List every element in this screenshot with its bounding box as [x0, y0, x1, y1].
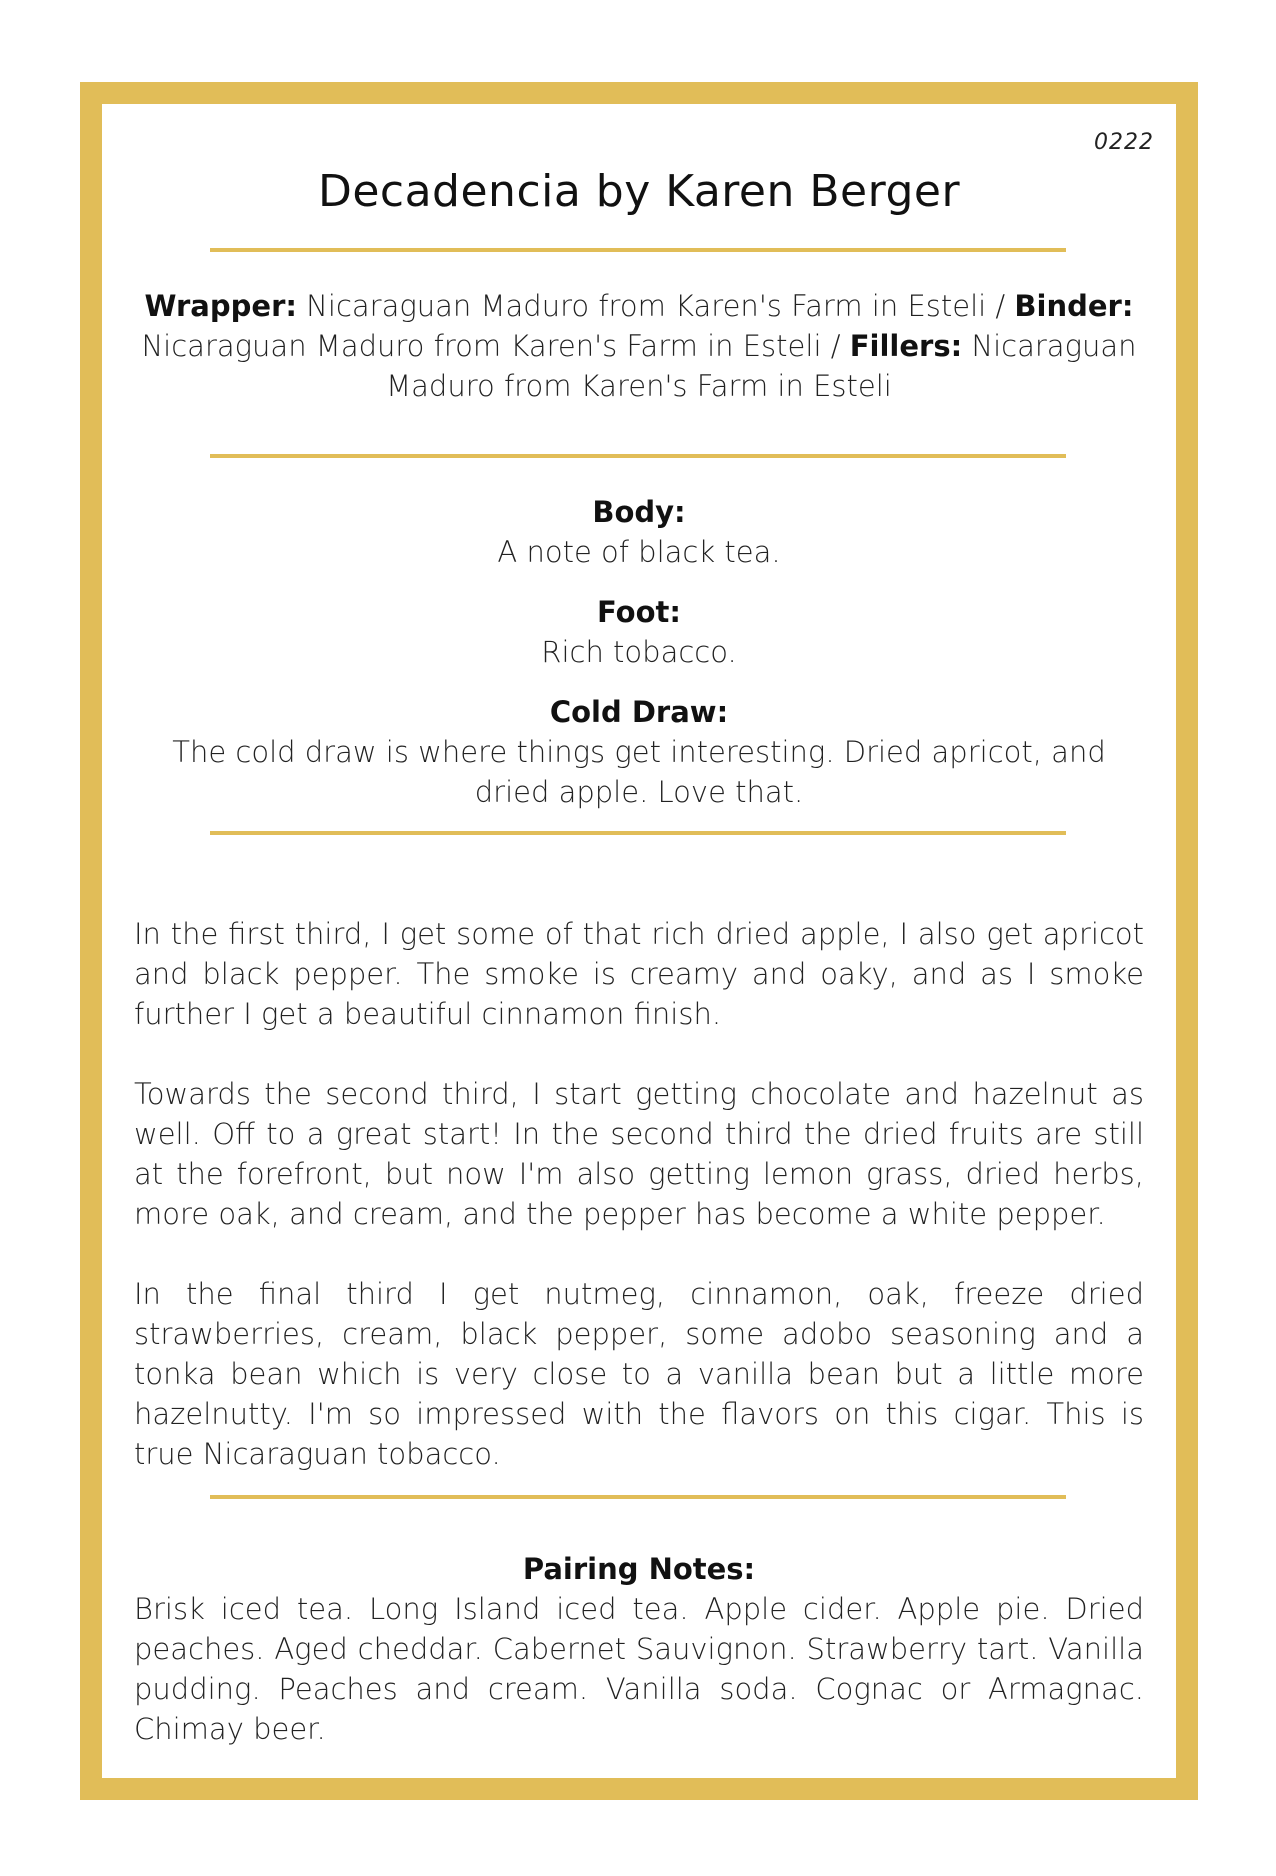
card-code: 0222: [1094, 130, 1154, 155]
pairing-section: [134, 1549, 1144, 1749]
divider-rule: [210, 1495, 1066, 1499]
cigar-card: [80, 82, 1198, 1800]
pairing-label: Pairing Notes:: [522, 1552, 756, 1586]
wrapper-label: Wrapper:: [144, 289, 297, 323]
tobacco-specs: [136, 286, 1142, 406]
wrapper-value: Nicaraguan Maduro from Karen's Farm in Esteli /: [296, 289, 1015, 323]
binder-value: Nicaraguan Maduro from Karen's Farm in Esteli /: [141, 329, 850, 363]
foot-label: Foot:: [597, 595, 681, 629]
second-third-paragraph: Towards the second third, I start getting chocolate and hazelnut as well. Off to a great start! In the second third the dried fruits are still at the forefront, but now I'm also getting lemon grass, dried herbs, more oak, and cream, and the pepper has become a white pepper.: [134, 1077, 1144, 1231]
cold-draw-label: Cold Draw:: [549, 695, 729, 729]
card-title: Decadencia by Karen Berger: [317, 166, 961, 217]
body-label: Body:: [592, 495, 686, 529]
cold-draw-text: The cold draw is where things get interesting. Dried apricot, and dried apple. Love that.: [172, 735, 1106, 809]
divider-rule: [210, 831, 1066, 835]
final-third-paragraph: In the final third I get nutmeg, cinnamon, oak, freeze dried strawberries, cream, black pepper, some adobo seasoning and a tonka bean which is very close to a vanilla bean but a little more hazelnutty. I'm so impressed with the flavors on this cigar. This is true Nicaraguan tobacco.: [134, 1277, 1144, 1471]
divider-rule: [210, 454, 1066, 458]
body-text: A note of black tea.: [497, 535, 781, 569]
fillers-value: Nicaraguan Maduro from Karen's Farm in Esteli: [386, 329, 1137, 403]
binder-label: Binder:: [1014, 289, 1134, 323]
fillers-label: Fillers:: [849, 329, 963, 363]
pairing-text: Brisk iced tea. Long Island iced tea. Apple cider. Apple pie. Dried peaches. Aged cheddar. Cabernet Sauvignon. Strawberry tart. Vanilla pudding. Peaches and cream. Vanilla soda. Cognac or Armagnac. Chimay beer.: [134, 1592, 1144, 1746]
divider-rule: [210, 248, 1066, 252]
first-third-paragraph: In the first third, I get some of that rich dried apple, I also get apricot and black pepper. The smoke is creamy and oaky, and as I smoke further I get a beautiful cinnamon finish.: [134, 917, 1144, 1031]
foot-text: Rich tobacco.: [541, 635, 737, 669]
tasting-notes: [134, 914, 1144, 1514]
prelight-notes: [136, 492, 1142, 832]
